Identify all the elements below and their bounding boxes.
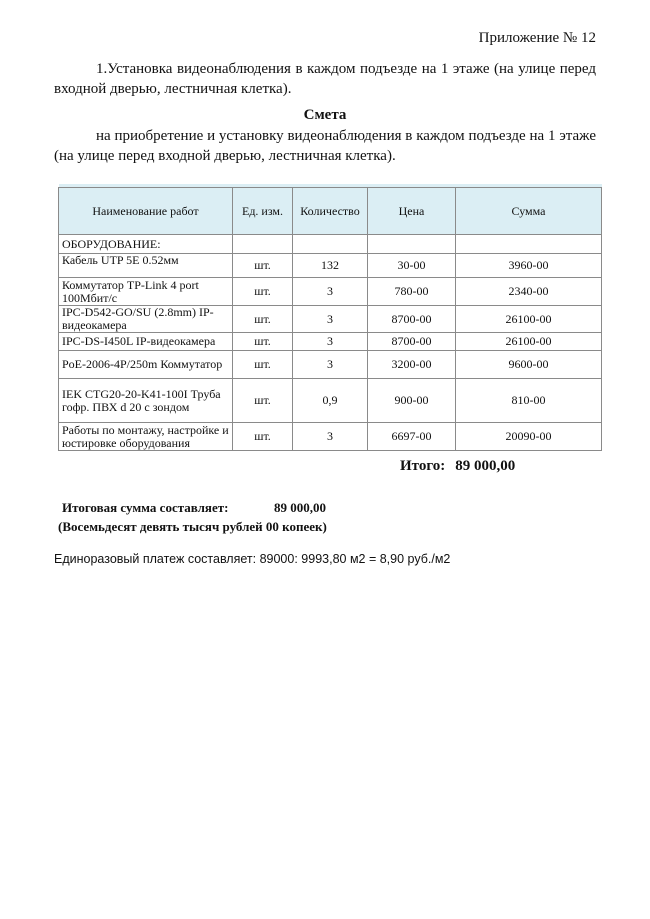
row-qty: 3	[293, 423, 368, 451]
row-name: Кабель UTP 5E 0.52мм	[59, 254, 233, 278]
table-row	[59, 379, 602, 423]
section-label: ОБОРУДОВАНИЕ:	[59, 235, 233, 254]
estimate-title: Смета	[303, 107, 347, 123]
row-price: 3200-00	[368, 351, 456, 379]
total-value: 89 000,00	[274, 500, 326, 515]
row-name: IPC-D542-GO/SU (2.8mm) IP-видеокамера	[59, 306, 233, 333]
row-unit: шт.	[233, 254, 293, 278]
row-sum: 2340-00	[456, 278, 602, 306]
appendix-number: Приложение № 12	[478, 30, 596, 46]
header-name: Наименование работ	[59, 188, 233, 235]
row-sum: 810-00	[456, 379, 602, 423]
row-name: Коммутатор TP-Link 4 port 100Мбит/с	[59, 278, 233, 306]
row-qty: 3	[293, 333, 368, 351]
row-name: IPC-DS-I450L IP-видеокамера	[59, 333, 233, 351]
row-sum: 26100-00	[456, 306, 602, 333]
table-row	[59, 278, 602, 306]
row-sum: 26100-00	[456, 333, 602, 351]
row-unit: шт.	[233, 278, 293, 306]
row-qty: 3	[293, 306, 368, 333]
row-unit: шт.	[233, 306, 293, 333]
row-unit: шт.	[233, 333, 293, 351]
section-row	[59, 235, 602, 254]
table-row	[59, 333, 602, 351]
row-qty: 132	[293, 254, 368, 278]
row-price: 8700-00	[368, 333, 456, 351]
row-unit: шт.	[233, 379, 293, 423]
one-time-payment: Единоразовый платеж составляет: 89000: 9993,80 м2 = 8,90 руб./м2	[54, 552, 451, 566]
table-header-row	[59, 188, 602, 235]
row-qty: 3	[293, 278, 368, 306]
total-label: Итоговая сумма составляет:	[62, 500, 229, 515]
header-qty: Количество	[293, 188, 368, 235]
header-sum: Сумма	[456, 188, 602, 235]
row-price: 900-00	[368, 379, 456, 423]
table-row	[59, 351, 602, 379]
row-price: 6697-00	[368, 423, 456, 451]
row-unit: шт.	[233, 423, 293, 451]
row-qty: 3	[293, 351, 368, 379]
row-sum: 9600-00	[456, 351, 602, 379]
header-price: Цена	[368, 188, 456, 235]
estimate-subtitle: на приобретение и установку видеонаблюдения в каждом подъезде на 1 этаже (на улице перед входной дверью, лестничная клетка).	[54, 128, 596, 164]
table-row	[59, 423, 602, 451]
table-row	[59, 254, 602, 278]
header-unit: Ед. изм.	[233, 188, 293, 235]
row-name: PoE-2006-4P/250m Коммутатор	[59, 351, 233, 379]
subtotal-value: 89 000,00	[455, 458, 516, 474]
total-in-words: (Восемьдесят девять тысяч рублей 00 копеек)	[58, 519, 327, 534]
subtotal-label: Итого:	[400, 458, 446, 474]
row-unit: шт.	[233, 351, 293, 379]
row-name: IEK CTG20-20-K41-100I Труба гофр. ПВХ d 20 с зондом	[59, 379, 233, 423]
section-point-1: 1.Установка видеонаблюдения в каждом подъезде на 1 этаже (на улице перед входной дверью, лестничная клетка).	[54, 61, 596, 97]
subtotal	[400, 458, 515, 475]
row-sum: 20090-00	[456, 423, 602, 451]
estimate-table	[58, 184, 602, 451]
row-qty: 0,9	[293, 379, 368, 423]
row-price: 8700-00	[368, 306, 456, 333]
row-price: 30-00	[368, 254, 456, 278]
row-sum: 3960-00	[456, 254, 602, 278]
row-name: Работы по монтажу, настройке и юстировке оборудования	[59, 423, 233, 451]
table-row	[59, 306, 602, 333]
row-price: 780-00	[368, 278, 456, 306]
